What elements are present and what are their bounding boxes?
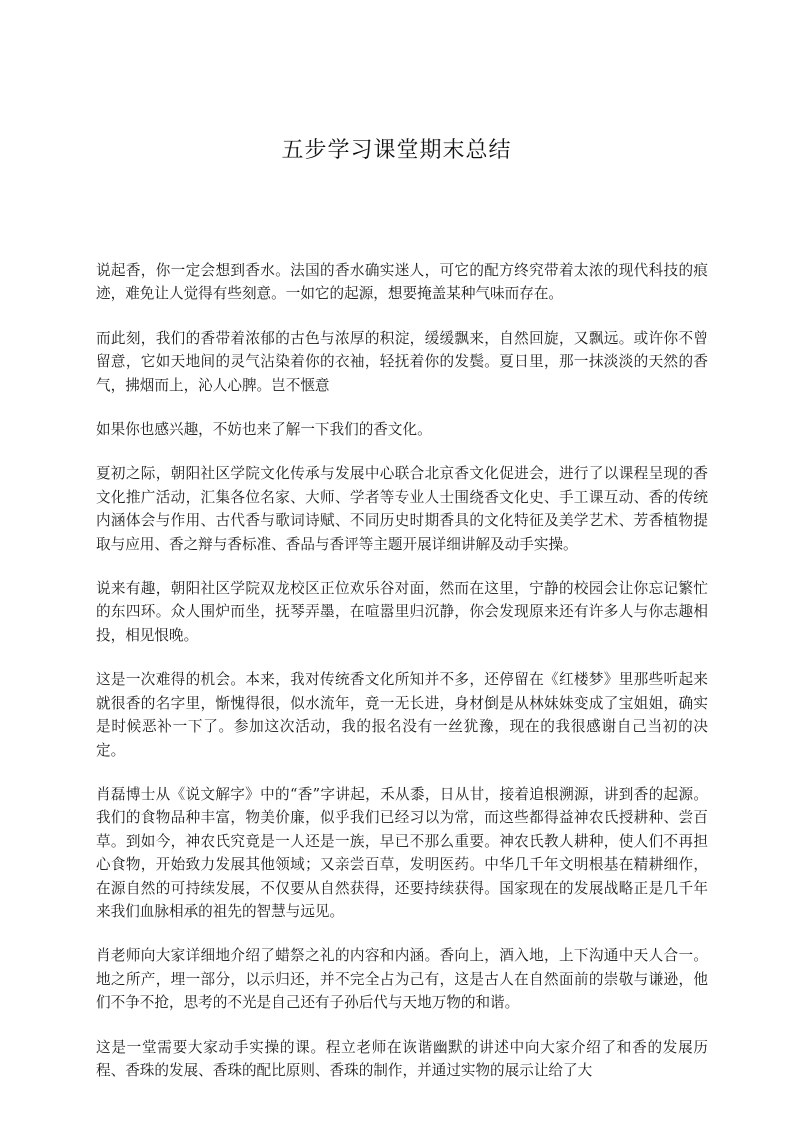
document-body [96,259,708,1103]
paragraph-9: 这是一堂需要大家动手实操的课。程立老师在诙谐幽默的讲述中向大家介绍了和香的发展历程、香珠的发展、香珠的配比原则、香珠的制作，并通过实物的展示让给了大 [96,1038,708,1079]
paragraph-3: 如果你也感兴趣，不妨也来了解一下我们的香文化。 [96,421,432,439]
paragraph-6: 这是一次难得的机会。本来，我对传统香文化所知并不多，还停留在《红楼梦》里那些听起来就很香的名字里，惭愧得很，似水流年，竟一无长进，身材倒是从林妹妹变成了宝姐姐，确实是时候恶补一下了。参加这次活动，我的报名没有一丝犹豫，现在的我很感谢自己当初的决定。 [96,671,708,759]
page-title: 五步学习课堂期末总结 [281,138,512,163]
paragraph-2: 而此刻，我们的香带着浓郁的古色与浓厚的积淀，缓缓飘来，自然回旋，又飘远。或许你不曾留意，它如天地间的灵气沾染着你的衣袖，轻抚着你的发鬓。夏日里，那一抹淡淡的天然的香气，拂烟而上，沁人心脾。岂不惬意 [96,329,708,394]
paragraph-4: 夏初之际，朝阳社区学院文化传承与发展中心联合北京香文化促进会，进行了以课程呈现的香文化推广活动，汇集各位名家、大师、学者等专业人士围绕香文化史、手工课互动、香的传统内涵体会与作用、古代香与歌词诗赋、不同历史时期香具的文化特征及美学艺术、芳香植物提取与应用、香之辩与香标准、香品与香评等主题开展详细讲解及动手实操。 [96,465,708,553]
paragraph-5: 说来有趣，朝阳社区学院双龙校区正位欢乐谷对面，然而在这里，宁静的校园会让你忘记繁忙的东四环。众人围炉而坐，抚琴弄墨，在喧嚣里归沉静，你会发现原来还有许多人与你志趣相投，相见恨晚。 [96,580,708,644]
paragraph-7: 肖磊博士从《说文解字》中的“香”字讲起，禾从黍，日从甘，接着追根溯源，讲到香的起源。我们的食物品种丰富，物美价廉，似乎我们已经习以为常，而这些都得益神农氏授耕种、尝百草。到如今，神农氏究竟是一人还是一族，早已不那么重要。神农氏教人耕种，使人们不再担心食物，开始致力发展其他领域；又亲尝百草，发明医药。中华几千年文明根基在精耕细作，在源自然的可持续发展，不仅要从自然获得，还要持续获得。国家现在的发展战略正是几千年来我们血脉相承的祖先的智慧与远见。 [96,785,708,920]
paragraph-8: 肖老师向大家详细地介绍了蜡祭之礼的内容和内涵。香向上，酒入地，上下沟通中天人合一。地之所产，埋一部分，以示归还，并不完全占为己有，这是古人在自然面前的崇敬与谦逊，他们不争不抢，思考的不光是自己还有子孙后代与天地万物的和谐。 [96,947,708,1012]
paragraph-1: 说起香，你一定会想到香水。法国的香水确实迷人，可它的配方终究带着太浓的现代科技的痕迹，难免让人觉得有些刻意。一如它的起源，想要掩盖某种气味而存在。 [96,262,708,303]
